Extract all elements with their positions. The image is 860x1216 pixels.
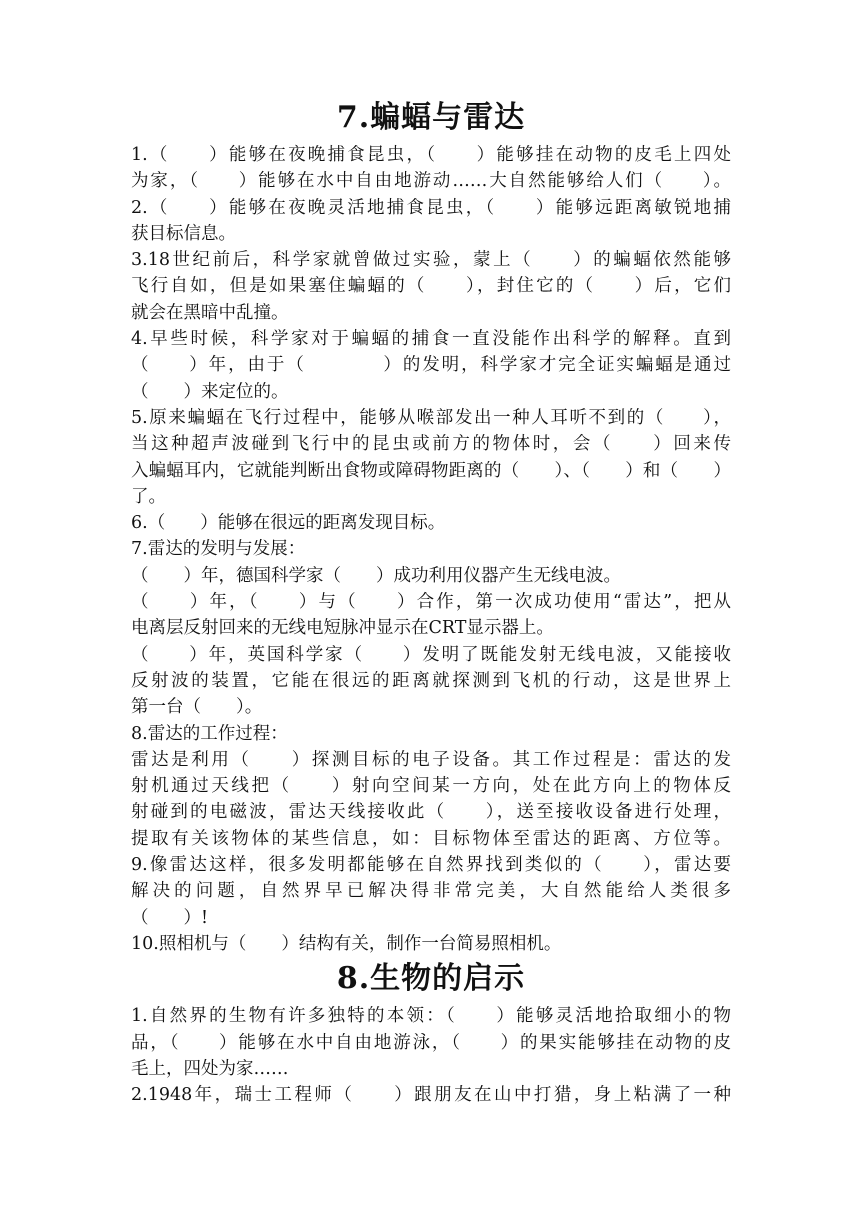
text-line: （ ）来定位的。 (131, 381, 289, 402)
text-line: 当这种超声波碰到飞行中的昆虫或前方的物体时，会（ ）回来传 (131, 434, 731, 455)
text-line: 为家，（ ）能够在水中自由地游动……大自然能够给人们（ ）。 (131, 171, 731, 192)
text-line: （ ）年，（ ）与（ ）合作，第一次成功使用“雷达”，把从 (131, 592, 731, 613)
text-line: 7.雷达的发明与发展： (131, 539, 306, 560)
text-line: 10.照相机与（ ）结构有关，制作一台简易照相机。 (131, 933, 562, 954)
text-line: （ ）年，德国科学家（ ）成功利用仪器产生无线电波。 (131, 565, 621, 586)
text-line: 解决的问题，自然界早已解决得非常完美，大自然能给人类很多 (131, 881, 731, 902)
text-line: （ ）! (131, 907, 209, 928)
text-line: 反射波的装置，它能在很远的距离就探测到飞机的行动，这是世界上 (131, 670, 731, 691)
section-title: 7.蝙蝠与雷达 (336, 100, 526, 135)
text-line: 获目标信息。 (131, 223, 236, 244)
section-7 (131, 96, 731, 957)
text-line: 1.（ ）能够在夜晚捕食昆虫，（ ）能够挂在动物的皮毛上四处 (131, 145, 731, 165)
text-line: 就会在黑暗中乱撞。 (131, 302, 289, 323)
question-lines (131, 1003, 731, 1108)
text-line: 提取有关该物体的某些信息，如：目标物体至雷达的距离、方位等。 (131, 828, 731, 849)
text-line: 1.自然界的生物有许多独特的本领：（ ）能够灵活地拾取细小的物 (131, 1006, 731, 1027)
text-line: （ ）年，由于（ ）的发明，科学家才完全证实蝙蝠是通过 (131, 355, 731, 376)
text-line: 射碰到的电磁波，雷达天线接收此（ ），送至接收设备进行处理， (131, 802, 731, 823)
text-line: 了。 (131, 486, 166, 507)
text-line: （ ）年，英国科学家（ ）发明了既能发射无线电波，又能接收 (131, 644, 731, 665)
text-line: 6.（ ）能够在很远的距离发现目标。 (131, 513, 446, 534)
text-line: 射机通过天线把（ ）射向空间某一方向，处在此方向上的物体反 (131, 776, 731, 797)
text-line: 2.1948年，瑞士工程师（ ）跟朋友在山中打猎，身上粘满了一种 (131, 1085, 731, 1106)
text-line: 飞行自如，但是如果塞住蝙蝠的（ ），封住它的（ ）后，它们 (131, 276, 731, 297)
section-8 (131, 957, 731, 1108)
text-line: 雷达是利用（ ）探测目标的电子设备。其工作过程是：雷达的发 (131, 749, 731, 770)
question-lines (131, 142, 731, 957)
text-line: 品，（ ）能够在水中自由地游泳，（ ）的果实能够挂在动物的皮 (131, 1032, 731, 1053)
text-line: 2.（ ）能够在夜晚灵活地捕食昆虫，（ ）能够远距离敏锐地捕 (131, 197, 731, 218)
text-line: 入蝙蝠耳内，它就能判断出食物或障碍物距离的（ ）、（ ）和（ ） (131, 460, 731, 481)
text-line: 4.早些时候，科学家对于蝙蝠的捕食一直没能作出科学的解释。直到 (131, 329, 731, 350)
text-line: 8.雷达的工作过程： (131, 723, 288, 744)
text-line: 5.原来蝙蝠在飞行过程中，能够从喉部发出一种人耳听不到的（ ）， (131, 407, 731, 428)
text-line: 电离层反射回来的无线电短脉冲显示在CRT显示器上。 (131, 618, 554, 639)
text-line: 3.18世纪前后，科学家就曾做过实验，蒙上（ ）的蝙蝠依然能够 (131, 250, 731, 271)
section-title: 8.生物的启示 (336, 961, 526, 997)
worksheet-page (131, 96, 731, 1108)
text-line: 毛上，四处为家…… (131, 1058, 289, 1079)
text-line: 第一台（ ）。 (131, 697, 263, 718)
text-line: 9.像雷达这样，很多发明都能够在自然界找到类似的（ ），雷达要 (131, 855, 731, 876)
